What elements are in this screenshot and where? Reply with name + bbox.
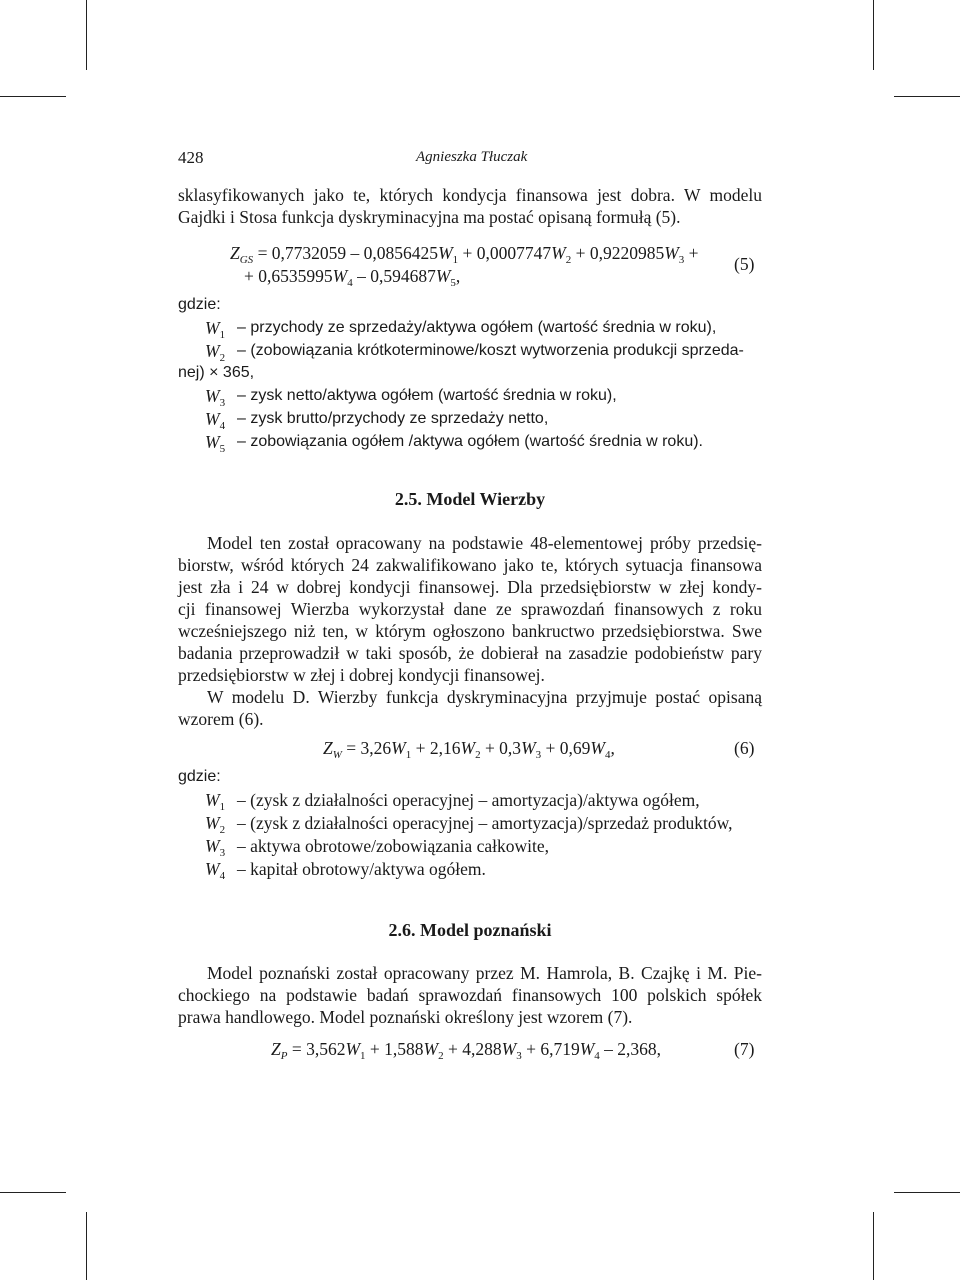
running-header-author: Agnieszka Tłuczak xyxy=(416,149,528,165)
section-2-5-p2-line-1: W modelu D. Wierzby funkcja dyskryminacyjna przyjmuje postać opisaną xyxy=(207,687,762,707)
section-heading-2-5: 2.5. Model Wierzby xyxy=(394,489,546,509)
where-label-1: gdzie: xyxy=(178,296,221,313)
equation-6-number: (6) xyxy=(734,738,755,758)
intro-line-1: sklasyfikowanych jako te, których kondycja finansowa jest dobra. W modelu xyxy=(178,185,762,205)
section-2-6-line-3: prawa handlowego. Model poznański określony jest wzorem (7). xyxy=(178,1007,633,1027)
section-2-5-line-2: biorstw, wśród których 24 zakwalifikowano jako te, których sytuacja finansowa xyxy=(178,555,762,575)
section-2-5-line-5: wcześniejszego niż ten, w którym ogłoszono bankructwo przedsiębiorstwa. Swe xyxy=(178,621,762,641)
crop-mark-bottom-right-horizontal xyxy=(894,1192,960,1193)
def2-w1: – (zysk z działalności operacyjnej – amortyzacja)/aktywa ogółem, xyxy=(237,790,700,810)
crop-mark-bottom-left-vertical xyxy=(86,1212,87,1280)
section-2-5-line-7: przedsiębiorstw w złej i dobrej kondycji finansowej. xyxy=(178,665,545,685)
crop-mark-top-left-horizontal xyxy=(0,96,66,97)
def-w5: – zobowiązania ogółem /aktywa ogółem (wartość średnia w roku). xyxy=(237,433,703,450)
def-w3: – zysk netto/aktywa ogółem (wartość średnia w roku), xyxy=(237,387,617,404)
var-w5: $W_5$ xyxy=(205,432,226,455)
var-w2: $W_2$ xyxy=(205,341,226,364)
section-2-5-line-6: badania przeprowadził w taki sposób, że dobierał na zasadzie podobieństw pary xyxy=(178,643,762,663)
def2-w2: – (zysk z działalności operacyjnej – amortyzacja)/sprzedaż produktów, xyxy=(237,813,733,833)
crop-mark-top-right-horizontal xyxy=(894,96,960,97)
section-2-6-line-1: Model poznański został opracowany przez M. Hamrola, B. Czajkę i M. Pie- xyxy=(207,963,762,983)
var2-w3: $W_3$ xyxy=(205,836,226,859)
equation-5-number: (5) xyxy=(734,254,755,274)
var2-w2: $W_2$ xyxy=(205,813,226,836)
equation-7: $Z_P = 3,562W_1 + 1,588W_2 + 4,288W_3 + 6,719W_4 - 2,368$, xyxy=(271,1039,662,1062)
crop-mark-bottom-right-vertical xyxy=(873,1212,874,1280)
section-2-5-line-1: Model ten został opracowany na podstawie 48-elementowej próby przedsię- xyxy=(207,533,762,553)
def2-w4: – kapitał obrotowy/aktywa ogółem. xyxy=(237,859,486,879)
equation-6: $Z_W = 3,26W_1 + 2,16W_2 + 0,3W_3 + 0,69W_4$, xyxy=(323,738,615,761)
var-w3: $W_3$ xyxy=(205,386,226,409)
section-2-5-line-3: jest zła i 24 w dobrej kondycji finansowej. Dla przedsiębiorstw w złej kondy- xyxy=(178,577,762,597)
def-w1: – przychody ze sprzedaży/aktywa ogółem (wartość średnia w roku), xyxy=(237,319,717,336)
var2-w4: $W_4$ xyxy=(205,859,226,882)
intro-line-2: Gajdki i Stosa funkcja dyskryminacyjna ma postać opisaną formułą (5). xyxy=(178,207,681,227)
crop-mark-top-right-vertical xyxy=(873,0,874,70)
section-2-5-p2-line-2: wzorem (6). xyxy=(178,709,264,729)
def2-w3: – aktywa obrotowe/zobowiązania całkowite, xyxy=(237,836,549,856)
equation-7-number: (7) xyxy=(734,1039,755,1059)
def-w2-continued: nej) × 365, xyxy=(178,364,255,381)
var2-w1: $W_1$ xyxy=(205,790,226,813)
var-w4: $W_4$ xyxy=(205,409,226,432)
crop-mark-top-left-vertical xyxy=(86,0,87,70)
crop-mark-bottom-left-horizontal xyxy=(0,1192,66,1193)
def-w2: – (zobowiązania krótkoterminowe/koszt wytworzenia produkcji sprzeda- xyxy=(237,342,744,359)
section-heading-2-6: 2.6. Model poznański xyxy=(388,920,552,940)
var-w1: $W_1$ xyxy=(205,318,226,341)
equation-5-line-2: + $0,6535995W_4 - 0,594687W_5$, xyxy=(244,266,461,289)
page-number: 428 xyxy=(178,148,204,167)
def-w4: – zysk brutto/przychody ze sprzedaży netto, xyxy=(237,410,549,427)
section-2-6-line-2: chockiego na podstawie badań sprawozdań finansowych 100 polskich spółek xyxy=(178,985,762,1005)
where-label-2: gdzie: xyxy=(178,768,221,785)
section-2-5-line-4: cji finansowej Wierzba wykorzystał dane ze sprawozdań finansowych z roku xyxy=(178,599,762,619)
equation-5-line-1: $Z_{GS} = 0,7732059 - 0,0856425W_1 + 0,0007747W_2 + 0,9220985W_3$ + xyxy=(230,243,699,266)
